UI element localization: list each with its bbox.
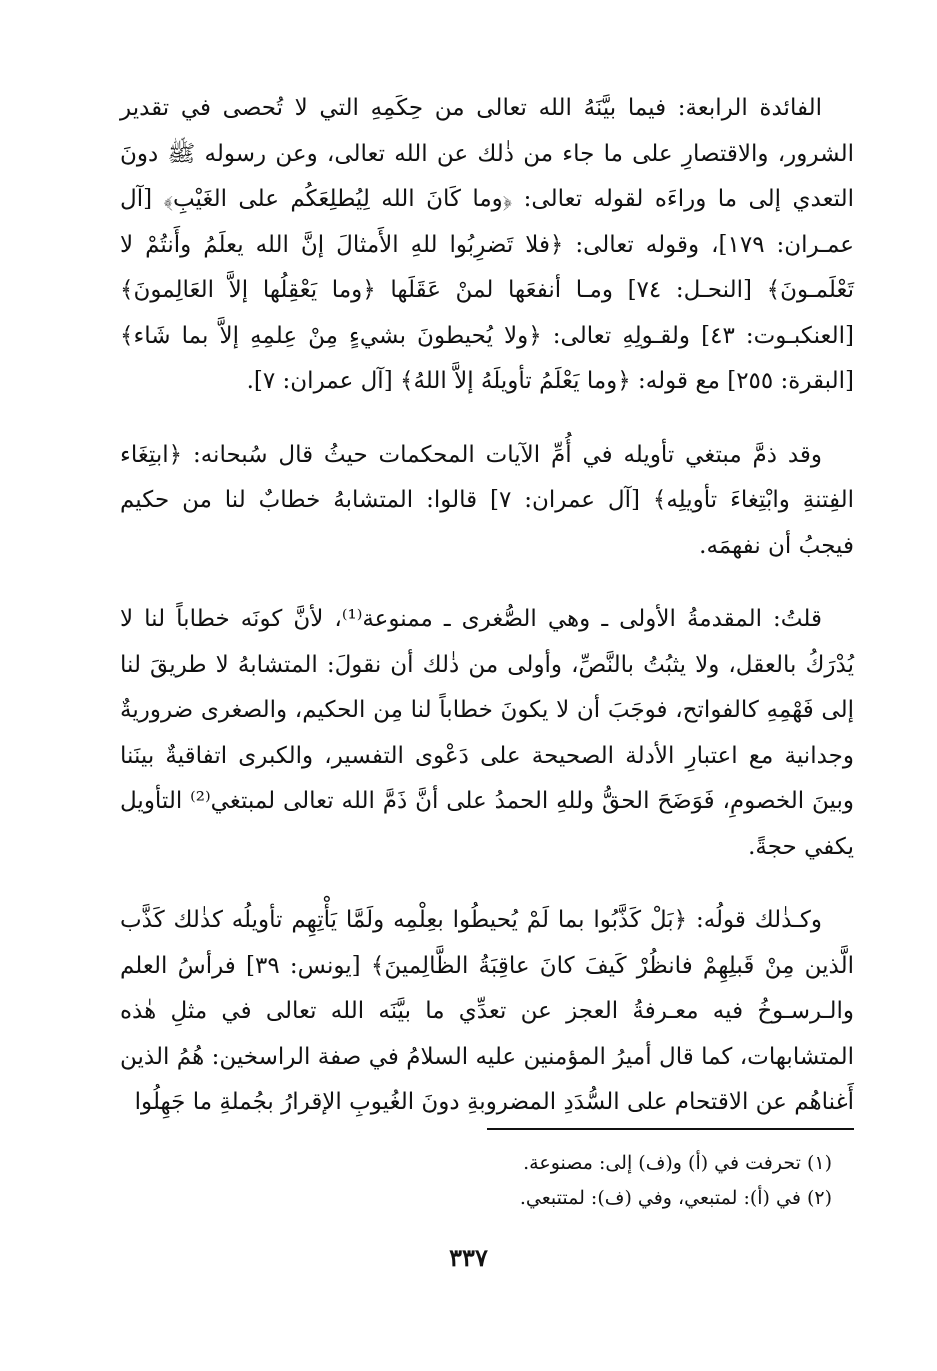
page-body bbox=[120, 86, 854, 1126]
footnotes bbox=[120, 1146, 854, 1216]
footnote-2: (٢) في (أ): لمتبعي، وفي (ف): لمتتبعي. bbox=[519, 1187, 832, 1209]
paragraph-author-response: قلتُ: المقدمةُ الأولى ـ وهي الصُّغرى ـ ممنوعة⁽¹⁾، لأنَّ كونَه خطاباً لنا لا يُدْرَكُ بالعقل، ولا يثبُتُ بالنَّصِّ، وأولى من ذٰلك أن نقولَ: المتشابهُ لا طريقَ لنا إلى فَهْمِهِ كالفواتح، فوجَبَ أن لا يكونَ خطاباً لنا مِن الحكيم، والصغرى ضروريةٌ وجدانية مع اعتبارِ الأدلة الصحيحة على دَعْوى التفسير، والكبرى اتفاقيةٌ بينَنا وبينَ الخصومِ، فَوَضَحَ الحقُّ وللهِ الحمدُ على أنَّ ذَمَّ الله تعالى لمبتغي⁽²⁾ التأويل يكفي حجةً. bbox=[120, 606, 854, 860]
footnote-1: (١) تحرفت في (أ) و(ف) إلى: مصنوعة. bbox=[523, 1152, 832, 1174]
paragraph-fourth-benefit: الفائدة الرابعة: فيما بيَّنَهُ الله تعالى من حِكَمِهِ التي لا تُحصى في تقدير الشرور، والاقتصارِ على ما جاء من ذٰلك عن الله تعالى، وعن رسوله ﷺ دونَ التعدي إلى ما وراءَه لقوله تعالى: ﴿وما كَانَ الله لِيُطلِعَكُم على الغَيْبِ﴾ [آل عمـران: ١٧٩]، وقوله تعالى: ﴿فلا تَضرِبُوا للهِ الأَمثالَ إنَّ الله يعلَمُ وأَنتُمْ لا تَعْلَمـونَ﴾ [النحـل: ٧٤] ومـا أنفعَها لمنْ عَقَلَها ﴿وما يَعْقِلُها إلاَّ العَالِمونَ﴾ [العنكبـوت: ٤٣] ولقـولِهِ تعالى: ﴿ولا يُحيطونَ بشيءٍ مِنْ عِلمِهِ إلاَّ بما شَاء﴾ [البقرة: ٢٥٥] مع قوله: ﴿وما يَعْلَمُ تأويلَهُ إلاَّ اللهُ﴾ [آل عمران: ٧]. bbox=[120, 95, 854, 394]
paragraph-censure-of-interpretation: وقد ذمَّ مبتغي تأويله في أُمِّ الآيات المحكمات حيثُ قال سُبحانه: ﴿ابتِغَاء الفِتنةِ وابْتِغاءَ تأويلِه﴾ [آل عمران: ٧] قالوا: المتشابهُ خطابٌ لنا من حكيم فيجبُ أن نفهمَه. bbox=[120, 441, 854, 559]
paragraph-verse-yunus: وكـذٰلك قولُه: ﴿بَلْ كَذَّبُوا بما لَمْ يُحيطُوا بعِلْمِه ولَمَّا يَأْتِهِم تأويلُه كذٰلك كَذَّب الَّذين مِنْ قَبلِهِمْ فانظُرْ كَيفَ كانَ عاقِبَةُ الظَّالِمينَ﴾ [يونس: ٣٩] فرأسُ العلم والـرسـوخُ فيه معـرفةُ العجز عن تعدِّي ما بيَّنَه الله تعالى في مثلِ هٰذه المتشابهات، كما قال أميرُ المؤمنين عليه السلامُ في صفة الراسخين: هُمُ الذين أَغناهُم عن الاقتحام على السُّدَدِ المضروبةِ دونَ الغُيوبِ الإقرارُ بجُملةِ ما جَهِلُوا bbox=[120, 907, 854, 1115]
footnote-separator bbox=[487, 1128, 854, 1130]
page-number: ٣٣٧ bbox=[449, 1243, 488, 1272]
